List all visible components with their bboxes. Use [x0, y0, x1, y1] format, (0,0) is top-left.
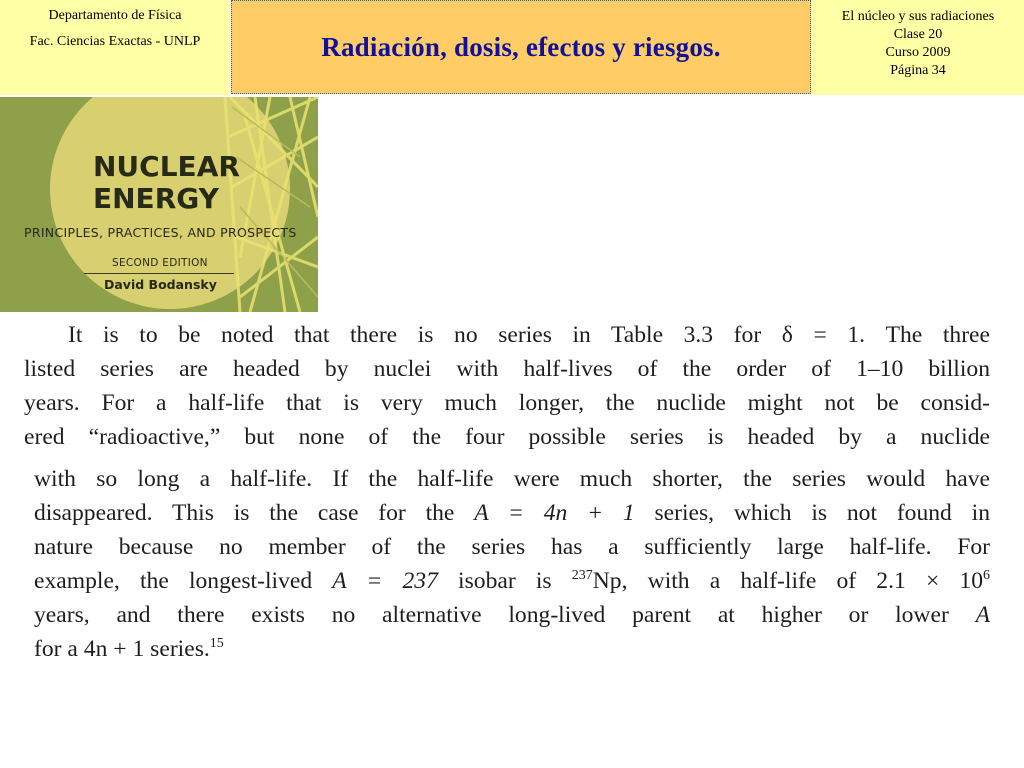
text-line-6-math: A = 4n + 1: [474, 500, 635, 526]
text-line-6-part-a: disappeared. This is the case for the: [34, 500, 475, 526]
department-label: Departamento de Física: [48, 8, 182, 23]
cover-title-line1: NUCLEAR: [93, 150, 240, 183]
header-title-panel: [231, 0, 811, 94]
cover-subtitle: PRINCIPLES, PRACTICES, AND PROSPECTS: [24, 225, 297, 240]
slide-title: Radiación, dosis, efectos y riesgos.: [321, 31, 721, 62]
cover-author: David Bodansky: [104, 277, 217, 292]
text-line-8-part-c: Np, with a half-life of 2.1 × 10: [592, 568, 984, 594]
page-number-label: Página 34: [890, 63, 946, 78]
text-line-9-math: A: [975, 602, 990, 628]
course-topic-label: El núcleo y sus radiaciones: [841, 9, 995, 24]
cover-title-line2: ENERGY: [93, 182, 219, 215]
text-line-8-math: A = 237: [332, 568, 438, 594]
text-line-9: [24, 598, 990, 632]
text-line-2: listed series are headed by nuclei with half-lives of the order of 1–10 billion: [24, 356, 990, 382]
text-line-5: with so long a half-life. If the half-life were much shorter, the series would have: [34, 466, 990, 492]
exponent-superscript: 6: [983, 568, 991, 583]
course-year-label: Curso 2009: [885, 45, 951, 60]
class-number-label: Clase 20: [893, 27, 943, 42]
text-line-10: [24, 632, 990, 666]
text-line-9-part-a: years, and there exists no alternative long-lived parent at higher or lower: [34, 602, 976, 628]
book-cover-image: [0, 97, 318, 312]
text-line-8: [24, 564, 990, 598]
text-line-1: It is to be noted that there is no series in Table 3.3 for δ = 1. The three: [68, 322, 990, 348]
text-line-3: years. For a half-life that is very much longer, the nuclide might not be consid-: [24, 390, 990, 416]
text-line-10-part-a: for a 4n + 1 series.: [34, 636, 210, 662]
cover-divider: [84, 273, 234, 274]
text-line-4: ered “radioactive,” but none of the four possible series is headed by a nuclide: [24, 424, 990, 450]
mass-number-superscript: 237: [571, 568, 593, 583]
header-right-panel: [812, 0, 1024, 95]
text-line-7: nature because no member of the series has a sufficiently large half-life. For: [34, 534, 990, 560]
text-line-8-part-b: isobar is: [437, 568, 572, 594]
header-left-panel: [0, 0, 230, 95]
text-line-8-part-a: example, the longest-lived: [34, 568, 333, 594]
text-line-6-part-b: series, which is not found in: [634, 500, 991, 526]
cover-edition: SECOND EDITION: [112, 257, 208, 269]
faculty-label: Fac. Ciencias Exactas - UNLP: [29, 34, 201, 49]
footnote-superscript: 15: [209, 636, 224, 651]
text-line-6: [24, 496, 990, 530]
scanned-text-excerpt: [24, 318, 990, 666]
